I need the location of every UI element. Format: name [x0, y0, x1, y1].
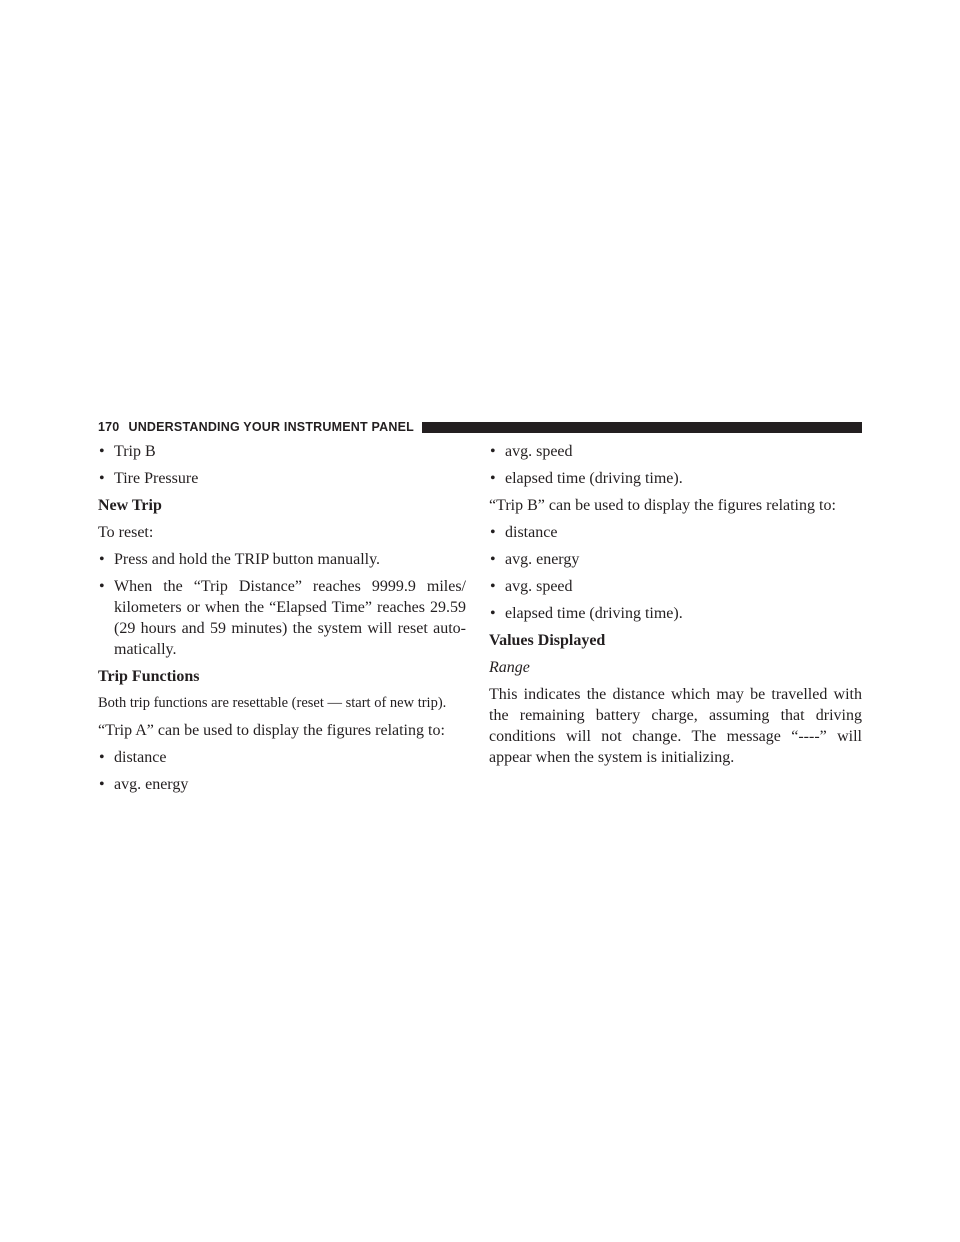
list-item-text: distance — [505, 524, 558, 541]
range-subheading: Range — [489, 659, 530, 676]
list-item-text: avg. energy — [114, 776, 189, 793]
section-title: UNDERSTANDING YOUR INSTRUMENT PANEL — [128, 420, 414, 434]
list-item-text: Tire Pressure — [114, 470, 199, 487]
list-item — [489, 549, 862, 570]
list-item-text: avg. speed — [505, 578, 573, 595]
list-item — [98, 549, 466, 570]
bullet-dot: • — [490, 443, 496, 460]
trip-b-text: “Trip B” can be used to display the figures relating to: — [489, 497, 836, 514]
list-item — [489, 441, 862, 462]
list-item — [98, 576, 466, 660]
list-item-text: elapsed time (driving time). — [505, 470, 683, 487]
list-item-text: Trip B — [114, 443, 156, 460]
list-item — [98, 468, 466, 489]
range-text: This indicates the distance which may be travelled with the remaining battery charge, assuming that driving conditions will not change. The message “----” will appear when the system is initializing. — [489, 686, 862, 766]
bullet-dot: • — [490, 470, 496, 487]
to-reset-text: To reset: — [98, 524, 154, 541]
list-item — [489, 576, 862, 597]
list-item-text: Press and hold the TRIP button manually. — [114, 551, 381, 568]
list-item — [489, 603, 862, 624]
list-item-text: avg. speed — [505, 443, 573, 460]
list-item-text: elapsed time (driving time). — [505, 605, 683, 622]
bullet-dot: • — [99, 578, 105, 595]
page-header — [98, 419, 862, 435]
values-displayed-heading: Values Displayed — [489, 632, 606, 649]
new-trip-heading: New Trip — [98, 497, 162, 514]
list-item — [489, 468, 862, 489]
list-item — [98, 747, 466, 768]
bullet-dot: • — [99, 470, 105, 487]
header-rule — [422, 422, 862, 433]
list-item — [98, 774, 466, 795]
bullet-dot: • — [99, 749, 105, 766]
list-item-text: When the “Trip Distance” reaches 9999.9 miles/ kilometers or when the “Elapsed Time” reaches 29.59 (29 hours and 59 minutes) the system will reset auto- matically. — [114, 578, 466, 658]
trip-functions-text: Both trip functions are resettable (reset — start of new trip). — [98, 695, 447, 711]
bullet-dot: • — [99, 551, 105, 568]
bullet-dot: • — [490, 605, 496, 622]
list-item-text: distance — [114, 749, 167, 766]
bullet-dot: • — [99, 443, 105, 460]
bullet-dot: • — [490, 551, 496, 568]
page-number: 170 — [98, 420, 120, 434]
trip-functions-heading: Trip Functions — [98, 668, 200, 685]
bullet-dot: • — [490, 524, 496, 541]
trip-a-text: “Trip A” can be used to display the figures relating to: — [98, 722, 445, 739]
bullet-dot: • — [99, 776, 105, 793]
bullet-dot: • — [490, 578, 496, 595]
list-item-text: avg. energy — [505, 551, 580, 568]
right-column — [489, 441, 862, 774]
left-column — [98, 441, 466, 801]
list-item — [98, 441, 466, 462]
list-item — [489, 522, 862, 543]
